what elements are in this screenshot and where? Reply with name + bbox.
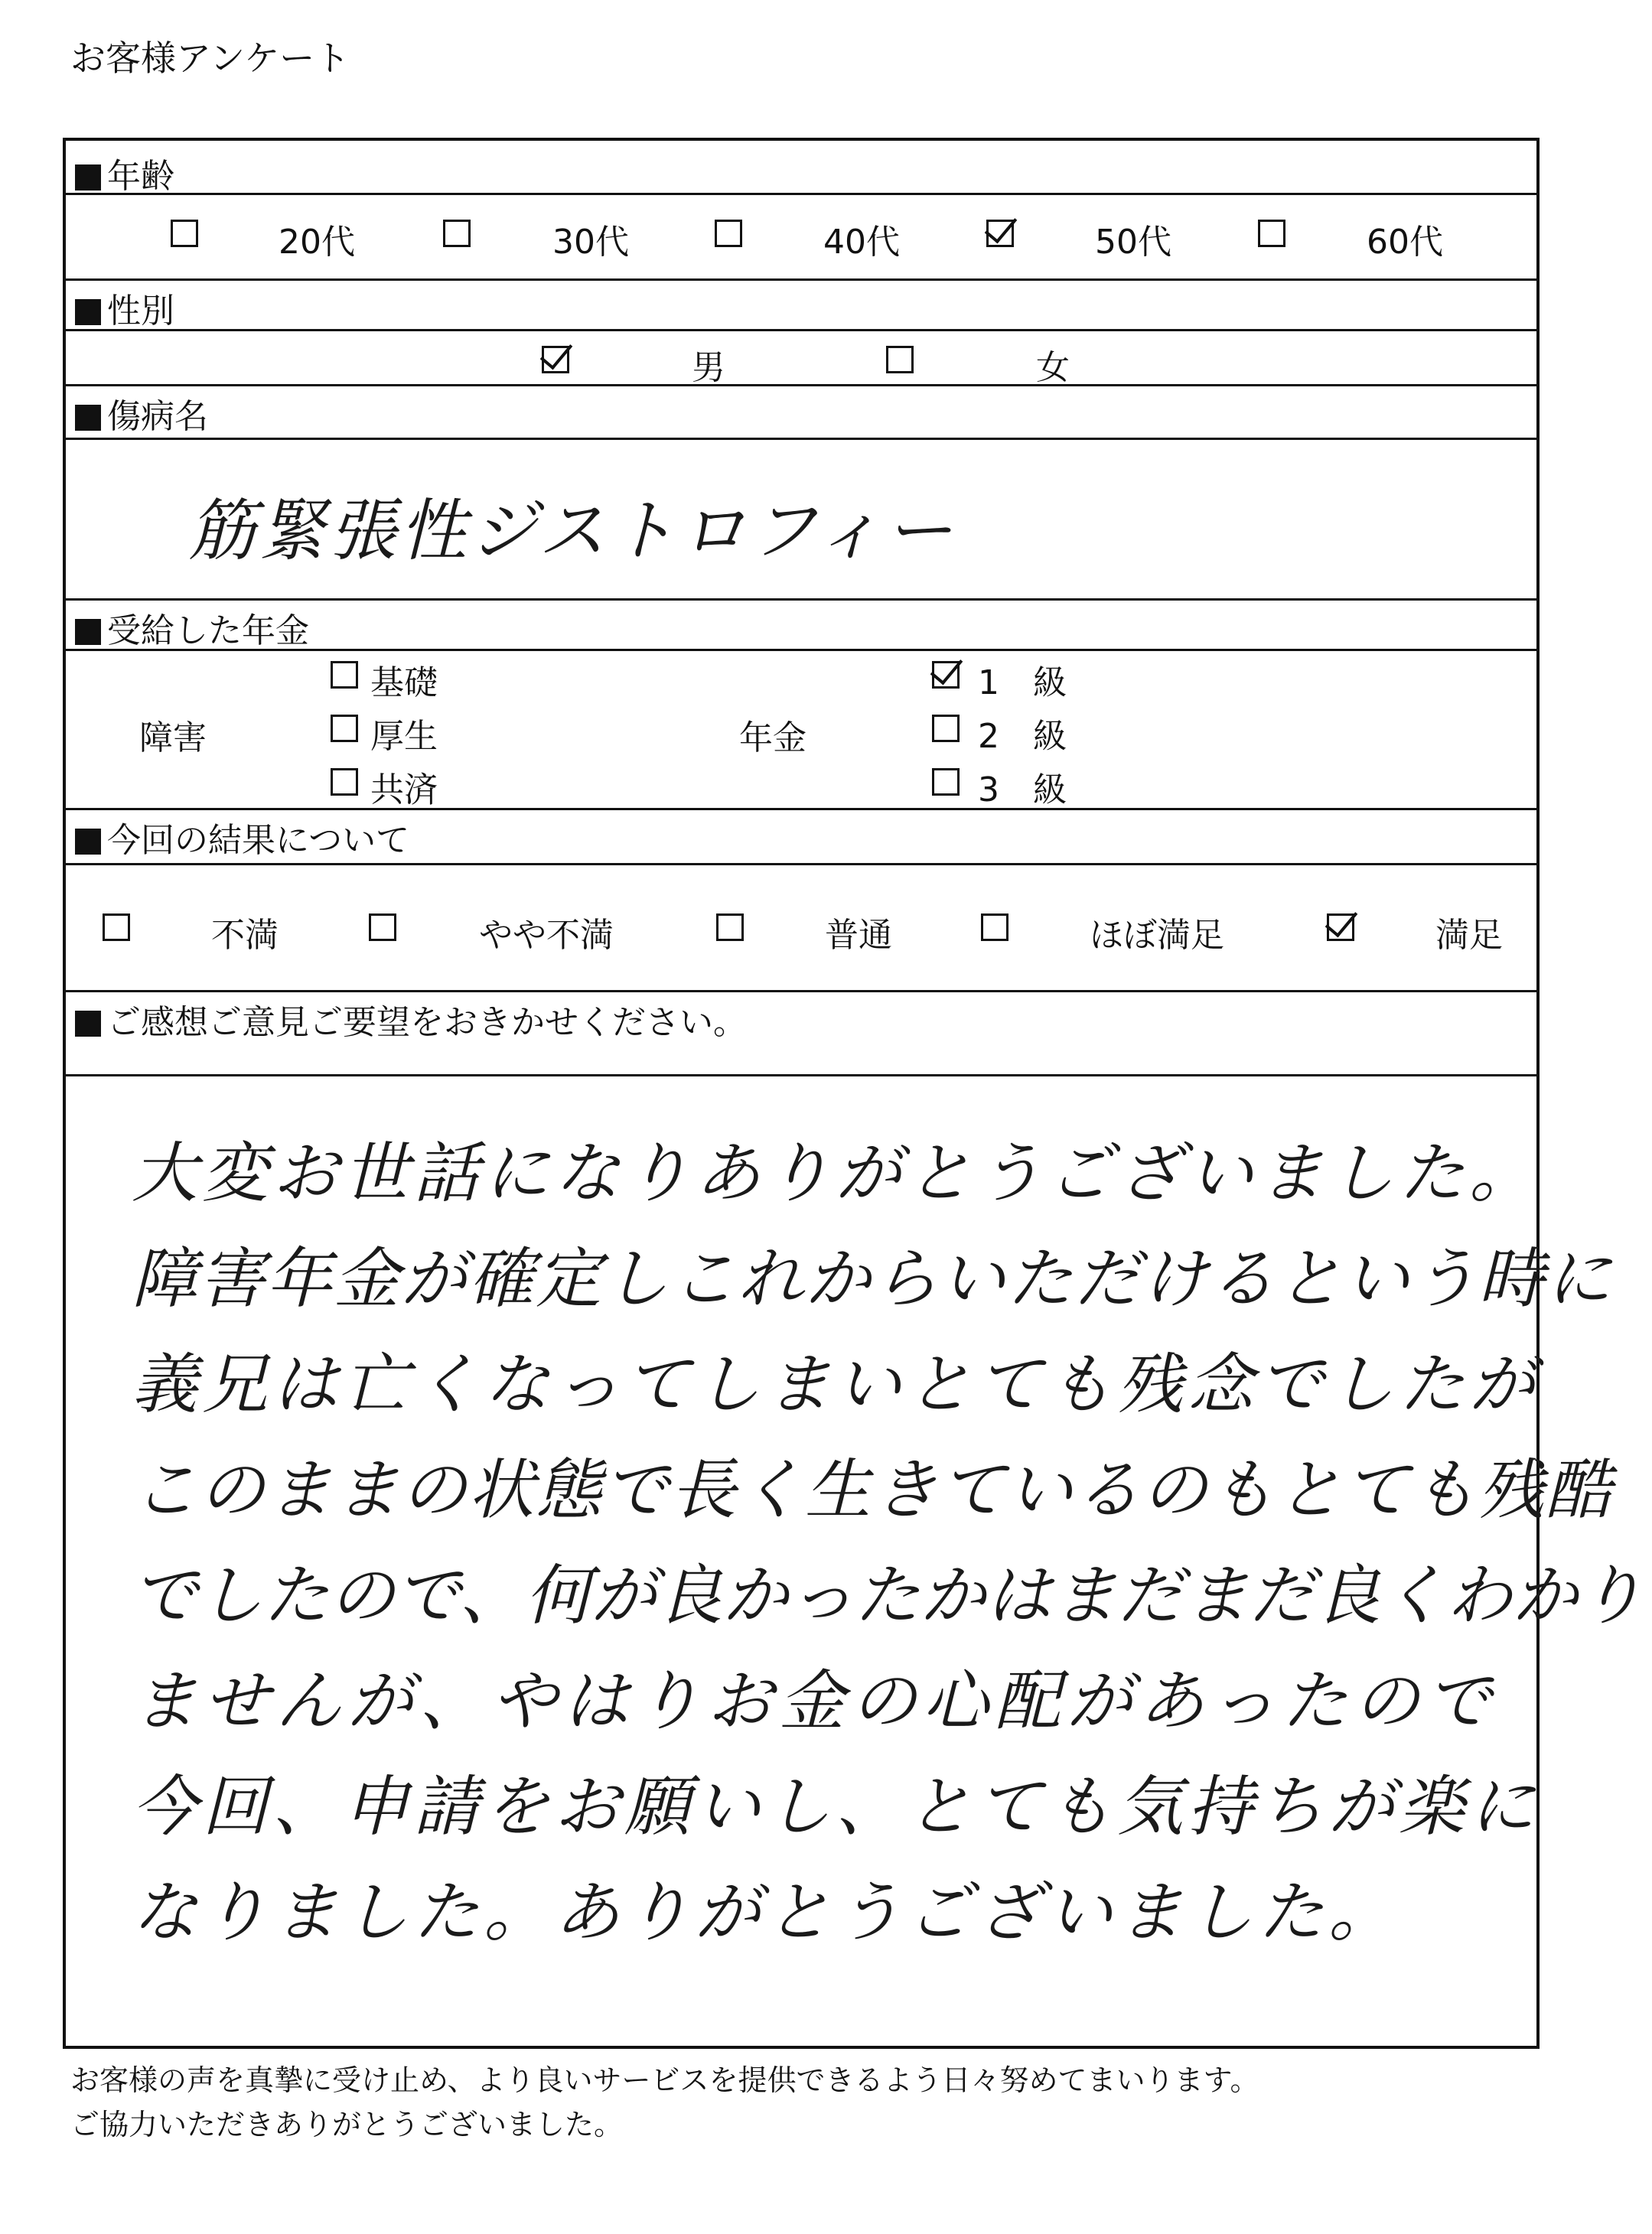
pension-type-kousei-label: 厚生	[370, 717, 438, 756]
pension-grade-2-checkbox[interactable]	[932, 715, 960, 742]
result-section-header: 今回の結果について	[75, 813, 409, 861]
gender-female-label: 女	[1036, 348, 1070, 387]
result-neutral-label: 普通	[825, 916, 892, 955]
comment-line: 大変お世話になりありがとうございました。	[132, 1135, 1540, 1212]
divider	[66, 863, 1536, 865]
divider	[66, 193, 1536, 195]
result-mostly-satisfied-label: ほぼ満足	[1090, 916, 1224, 955]
comment-line: 義兄は亡くなってしまいとても残念でしたが	[132, 1347, 1540, 1423]
age-40s-label: 40代	[823, 223, 900, 262]
pension-type-kyousai-checkbox[interactable]	[331, 768, 358, 796]
result-satisfied-checkbox[interactable]	[1327, 913, 1354, 941]
result-mostly-satisfied-checkbox[interactable]	[981, 913, 1008, 941]
pension-disability-label: 障害	[139, 718, 207, 757]
pension-grade-2-label: 2 級	[978, 717, 1067, 756]
age-20s-label: 20代	[279, 223, 355, 262]
disease-answer-handwritten: 筋緊張性ジストロフィー	[188, 491, 956, 570]
divider	[66, 990, 1536, 992]
age-60s-label: 60代	[1367, 223, 1443, 262]
age-60s-checkbox[interactable]	[1258, 220, 1285, 247]
comment-line: でしたので、何が良かったかはまだまだ良くわかり	[132, 1558, 1644, 1634]
result-dissatisfied-label: 不満	[211, 916, 279, 955]
divider	[66, 649, 1536, 651]
square-bullet-icon	[75, 619, 101, 645]
gender-section-header: 性別	[75, 283, 174, 332]
age-40s-checkbox[interactable]	[715, 220, 742, 247]
pension-nenkin-label: 年金	[739, 718, 806, 757]
age-section-header: 年齢	[75, 148, 174, 197]
divider	[66, 598, 1536, 601]
square-bullet-icon	[75, 299, 101, 325]
divider	[66, 384, 1536, 386]
pension-grade-3-label: 3 級	[978, 770, 1067, 809]
comment-line: なりました。ありがとうございました。	[132, 1874, 1399, 1951]
gender-male-checkbox[interactable]	[542, 346, 569, 373]
age-30s-label: 30代	[552, 223, 629, 262]
pension-type-kiso-label: 基礎	[370, 663, 438, 702]
age-20s-checkbox[interactable]	[171, 220, 198, 247]
page-title: お客様アンケート	[70, 37, 350, 79]
pension-type-kyousai-label: 共済	[370, 770, 438, 809]
comment-line: ませんが、やはりお金の心配があったので	[132, 1663, 1498, 1740]
square-bullet-icon	[75, 405, 101, 431]
result-somewhat-dissatisfied-checkbox[interactable]	[369, 913, 396, 941]
footer-line-1: お客様の声を真摯に受け止め、より良いサービスを提供できるよう日々努めてまいります。	[70, 2063, 1259, 2097]
square-bullet-icon	[75, 164, 101, 191]
result-dissatisfied-checkbox[interactable]	[103, 913, 130, 941]
square-bullet-icon	[75, 1011, 101, 1037]
divider	[66, 329, 1536, 331]
disease-section-header: 傷病名	[75, 389, 208, 438]
comments-section-header: ご感想ご意見ご要望をおきかせください。	[75, 995, 747, 1044]
pension-type-kousei-checkbox[interactable]	[331, 715, 358, 742]
footer-line-2: ご協力いただきありがとうございました。	[70, 2108, 624, 2141]
age-30s-checkbox[interactable]	[443, 220, 471, 247]
comment-line: 今回、申請をお願いし、とても気持ちが楽に	[132, 1769, 1540, 1845]
pension-grade-1-checkbox[interactable]	[932, 661, 960, 689]
result-satisfied-label: 満足	[1435, 916, 1503, 955]
result-neutral-checkbox[interactable]	[716, 913, 744, 941]
comment-line: 障害年金が確定しこれからいただけるという時に	[132, 1241, 1613, 1317]
survey-form	[63, 138, 1644, 2049]
square-bullet-icon	[75, 829, 101, 855]
pension-grade-3-checkbox[interactable]	[932, 768, 960, 796]
pension-section-header: 受給した年金	[75, 603, 309, 652]
result-somewhat-dissatisfied-label: やや不満	[479, 916, 614, 955]
divider	[66, 278, 1536, 281]
pension-type-kiso-checkbox[interactable]	[331, 661, 358, 689]
comment-line: このままの状態で長く生きているのもとても残酷	[132, 1452, 1613, 1529]
gender-female-checkbox[interactable]	[886, 346, 914, 373]
divider	[66, 808, 1536, 810]
pension-grade-1-label: 1 級	[978, 663, 1067, 702]
divider	[66, 438, 1536, 440]
age-50s-checkbox[interactable]	[986, 220, 1014, 247]
divider	[66, 1074, 1536, 1076]
age-50s-label: 50代	[1095, 223, 1171, 262]
gender-male-label: 男	[692, 348, 725, 387]
